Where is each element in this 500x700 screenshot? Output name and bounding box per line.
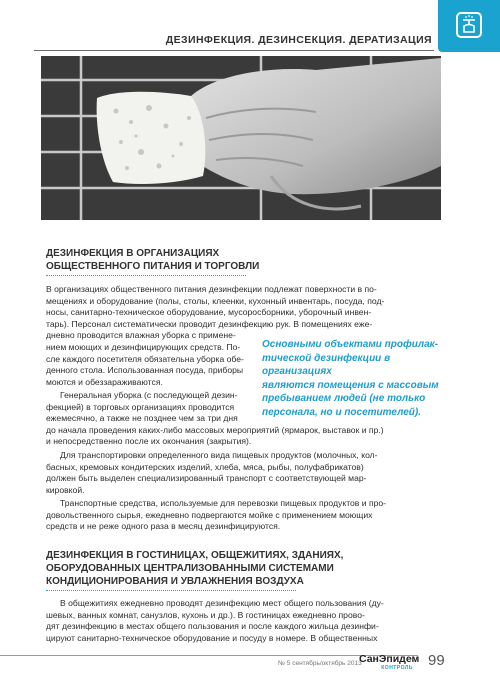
text-line: до начала проведения каких-либо массовых мероприятий (ярмарок, выставок и пр.) xyxy=(46,424,384,435)
heading-line: ОБЩЕСТВЕННОГО ПИТАНИЯ И ТОРГОВЛИ xyxy=(46,261,260,272)
heading-line: ДЕЗИНФЕКЦИЯ В ОРГАНИЗАЦИЯХ xyxy=(46,248,220,259)
section-heading-catering xyxy=(46,247,259,273)
paragraph xyxy=(46,498,408,533)
text-line: сле каждого посетителя обязательна уборка обе- xyxy=(46,353,244,364)
issue-info: № 5 сентябрь/октябрь 2013 xyxy=(278,660,362,667)
text-line: должен быть выделен специализированный транспорт с соответствующей мар- xyxy=(46,473,367,484)
text-line: В общежитиях ежедневно проводят дезинфекцию мест общего пользования (ду- xyxy=(60,598,384,608)
text-line: тарь). Персонал систематически проводит дезинфекцию рук. В помещениях еже- xyxy=(46,318,373,329)
text-line: Для транспортировки определенного вида пищевых продуктов (молочных, кол- xyxy=(60,450,378,460)
text-line: кировкой. xyxy=(46,484,85,495)
sanitizer-icon xyxy=(454,10,484,40)
section-header-title: ДЕЗИНФЕКЦИЯ. ДЕЗИНСЕКЦИЯ. ДЕРАТИЗАЦИЯ xyxy=(165,34,432,46)
quote-line: пребыванием людей (не только xyxy=(262,393,426,405)
page-number: 99 xyxy=(428,652,445,669)
paragraph xyxy=(46,598,408,644)
text-line: носы, санитарно-техническое оборудование, мусоросборники, уборочный инвен- xyxy=(46,307,372,318)
paragraph xyxy=(46,450,408,496)
brand-name: СанЭпидем xyxy=(359,653,420,665)
text-line: шевых, ванных комнат, санузлов, кухонь и др.). В гостиницах ежедневно прово- xyxy=(46,609,365,620)
header-divider xyxy=(34,50,434,51)
heading-underline xyxy=(46,275,246,276)
text-line: цируют санитарно-техническое оборудование и посуду в номере. В общественных xyxy=(46,632,378,643)
text-line: Транспортные средства, используемые для перевозки пищевых продуктов и про- xyxy=(60,498,387,508)
text-line: Генеральная уборка (с последующей дезин- xyxy=(60,390,238,400)
brand-subtitle: КОНТРОЛЬ xyxy=(381,665,413,671)
text-line: средств и не реже одного раза в месяц дезинфицируются. xyxy=(46,521,281,532)
text-line: довольственного сырья, ежедневно подвергаются мойке с применением моющих xyxy=(46,509,373,520)
heading-line: КОНДИЦИОНИРОВАНИЯ И УВЛАЖНЕНИЯ ВОЗДУХА xyxy=(46,576,304,587)
heading-underline xyxy=(46,590,296,591)
text-line: денного стола. Использованная посуда, приборы xyxy=(46,365,244,376)
cleaning-photo xyxy=(41,56,441,220)
heading-line: ОБОРУДОВАННЫХ ЦЕНТРАЛИЗОВАННЫМИ СИСТЕМАМИ xyxy=(46,563,334,574)
text-line: В организациях общественного питания дезинфекции подлежат поверхности в по- xyxy=(46,284,377,294)
text-line: ежемесячно, а также не позднее чем за три дня xyxy=(46,413,238,424)
text-line: дят дезинфекцию в местах общего пользования и после каждого жильца дезинфи- xyxy=(46,621,379,632)
quote-line: являются помещения с массовым xyxy=(262,379,439,391)
text-line: нием моющих и дезинфицирующих средств. По- xyxy=(46,341,241,352)
section-icon-tab xyxy=(438,0,500,52)
pull-quote xyxy=(262,338,462,420)
text-line: мещениях и оборудование (полы, столы, клеенки, кухонный инвентарь, посуда, под- xyxy=(46,295,385,306)
section-heading-hotels xyxy=(46,549,343,588)
text-line: моются и обеззараживаются. xyxy=(46,376,163,387)
text-line: фекцией) в торговых организациях проводится xyxy=(46,401,235,412)
heading-line: ДЕЗИНФЕКЦИЯ В ГОСТИНИЦАХ, ОБЩЕЖИТИЯХ, ЗДАНИЯХ, xyxy=(46,550,344,561)
magazine-logo xyxy=(359,654,419,671)
footer-divider xyxy=(0,655,418,656)
quote-line: Основными объектами профилак- xyxy=(262,339,439,350)
text-line: басных, кремовых кондитерских изделий, хлеба, мяса, рыбы, полуфабрикатов) xyxy=(46,461,364,472)
quote-line: персонала, но и посетителей). xyxy=(262,406,421,418)
text-line: и непосредственно после их окончания (закрытия). xyxy=(46,436,252,447)
text-line: дневно проводится влажная уборка с примене- xyxy=(46,330,236,341)
quote-line: тической дезинфекции в организациях xyxy=(262,352,391,378)
